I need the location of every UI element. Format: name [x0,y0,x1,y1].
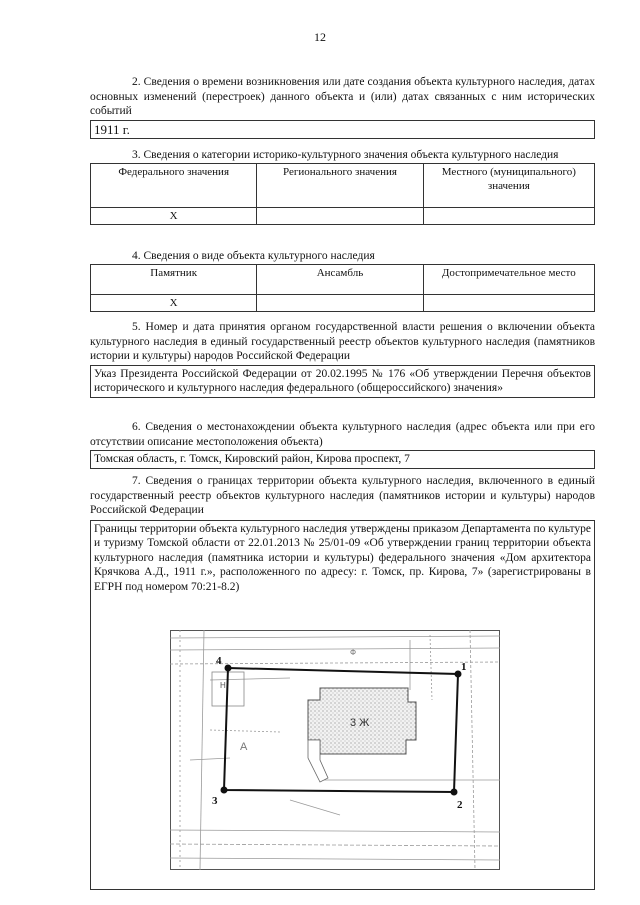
section-7-heading: 7. Сведения о границах территории объекта культурного наследия, включенного в единый государственный реестр объектов культурного наследия (памятников истории и культуры) народов Российской Федерации [90,475,595,516]
boundary-point-2-label: 2 [457,799,463,811]
kind-mark-landmark [423,294,594,311]
boundary-point-4 [225,665,232,672]
boundary-point-3 [221,787,228,794]
boundary-scheme-map [170,630,500,870]
page-number: 12 [314,30,326,44]
main-building-label: 3 Ж [350,717,370,729]
boundary-point-2 [451,789,458,796]
category-mark-local [423,207,594,224]
category-mark-federal: X [91,207,257,224]
section-2-value: 1911 г. [90,120,595,139]
section-6-heading: 6. Сведения о местонахождении объекта культурного наследия (адрес объекта или при его отсутствии описание местоположения объекта) [90,421,595,448]
section-6 [90,420,595,469]
map-top-label: Ф [350,648,357,657]
kind-table [90,264,595,312]
section-5 [90,320,595,398]
section-5-value: Указ Президента Российской Федерации от 20.02.1995 № 176 «Об утверждении Перечня объектов исторического и культурного наследия федерального (общероссийского) значения» [90,365,595,398]
section-2 [90,75,595,139]
kind-col-monument: Памятник [91,264,257,294]
section-6-value: Томская область, г. Томск, Кировский район, Кирова проспект, 7 [90,450,595,469]
category-mark-regional [257,207,423,224]
kind-mark-ensemble [257,294,423,311]
kind-col-landmark: Достопримечательное место [423,264,594,294]
category-table [90,163,595,225]
section-2-heading: 2. Сведения о времени возникновения или дате создания объекта культурного наследия, датах основных изменений (перестроек) данного объекта и (или) датах связанных с ним исторических событий [90,76,595,117]
boundary-point-3-label: 3 [212,795,218,807]
map-side-label: А [240,741,248,753]
side-building-label: Н [220,681,226,690]
category-col-regional: Регионального значения [257,163,423,207]
category-col-local: Местного (муниципального) значения [423,163,594,207]
section-3-heading: 3. Сведения о категории историко-культурного значения объекта культурного наследия [132,149,559,161]
section-4 [90,249,595,312]
category-col-federal: Федерального значения [91,163,257,207]
section-3 [90,148,595,225]
boundary-point-4-label: 4 [216,655,222,667]
boundary-map-svg [170,630,500,870]
kind-col-ensemble: Ансамбль [257,264,423,294]
section-5-heading: 5. Номер и дата принятия органом государственной власти решения о включении объекта культурного наследия в единый государственный реестр объектов культурного наследия (памятников истории и культуры) народов Российской Федерации [90,321,595,362]
boundary-point-1-label: 1 [461,661,467,673]
kind-mark-monument: X [91,294,257,311]
section-7-value: Границы территории объекта культурного наследия утверждены приказом Департамента по культуре и туризму Томской области от 22.01.2013 № 25/01-09 «Об утверждении границ территории объекта культурного наследия (памятника истории и культуры) федерального значения «Дом архитектора Крячкова А.Д., 1911 г.», расположенного по адресу: г. Томск, пр. Кирова, 7» (зарегистрированы в ЕГРН под номером 70:21-8.2) [94,522,591,593]
section-4-heading: 4. Сведения о виде объекта культурного наследия [132,250,375,262]
